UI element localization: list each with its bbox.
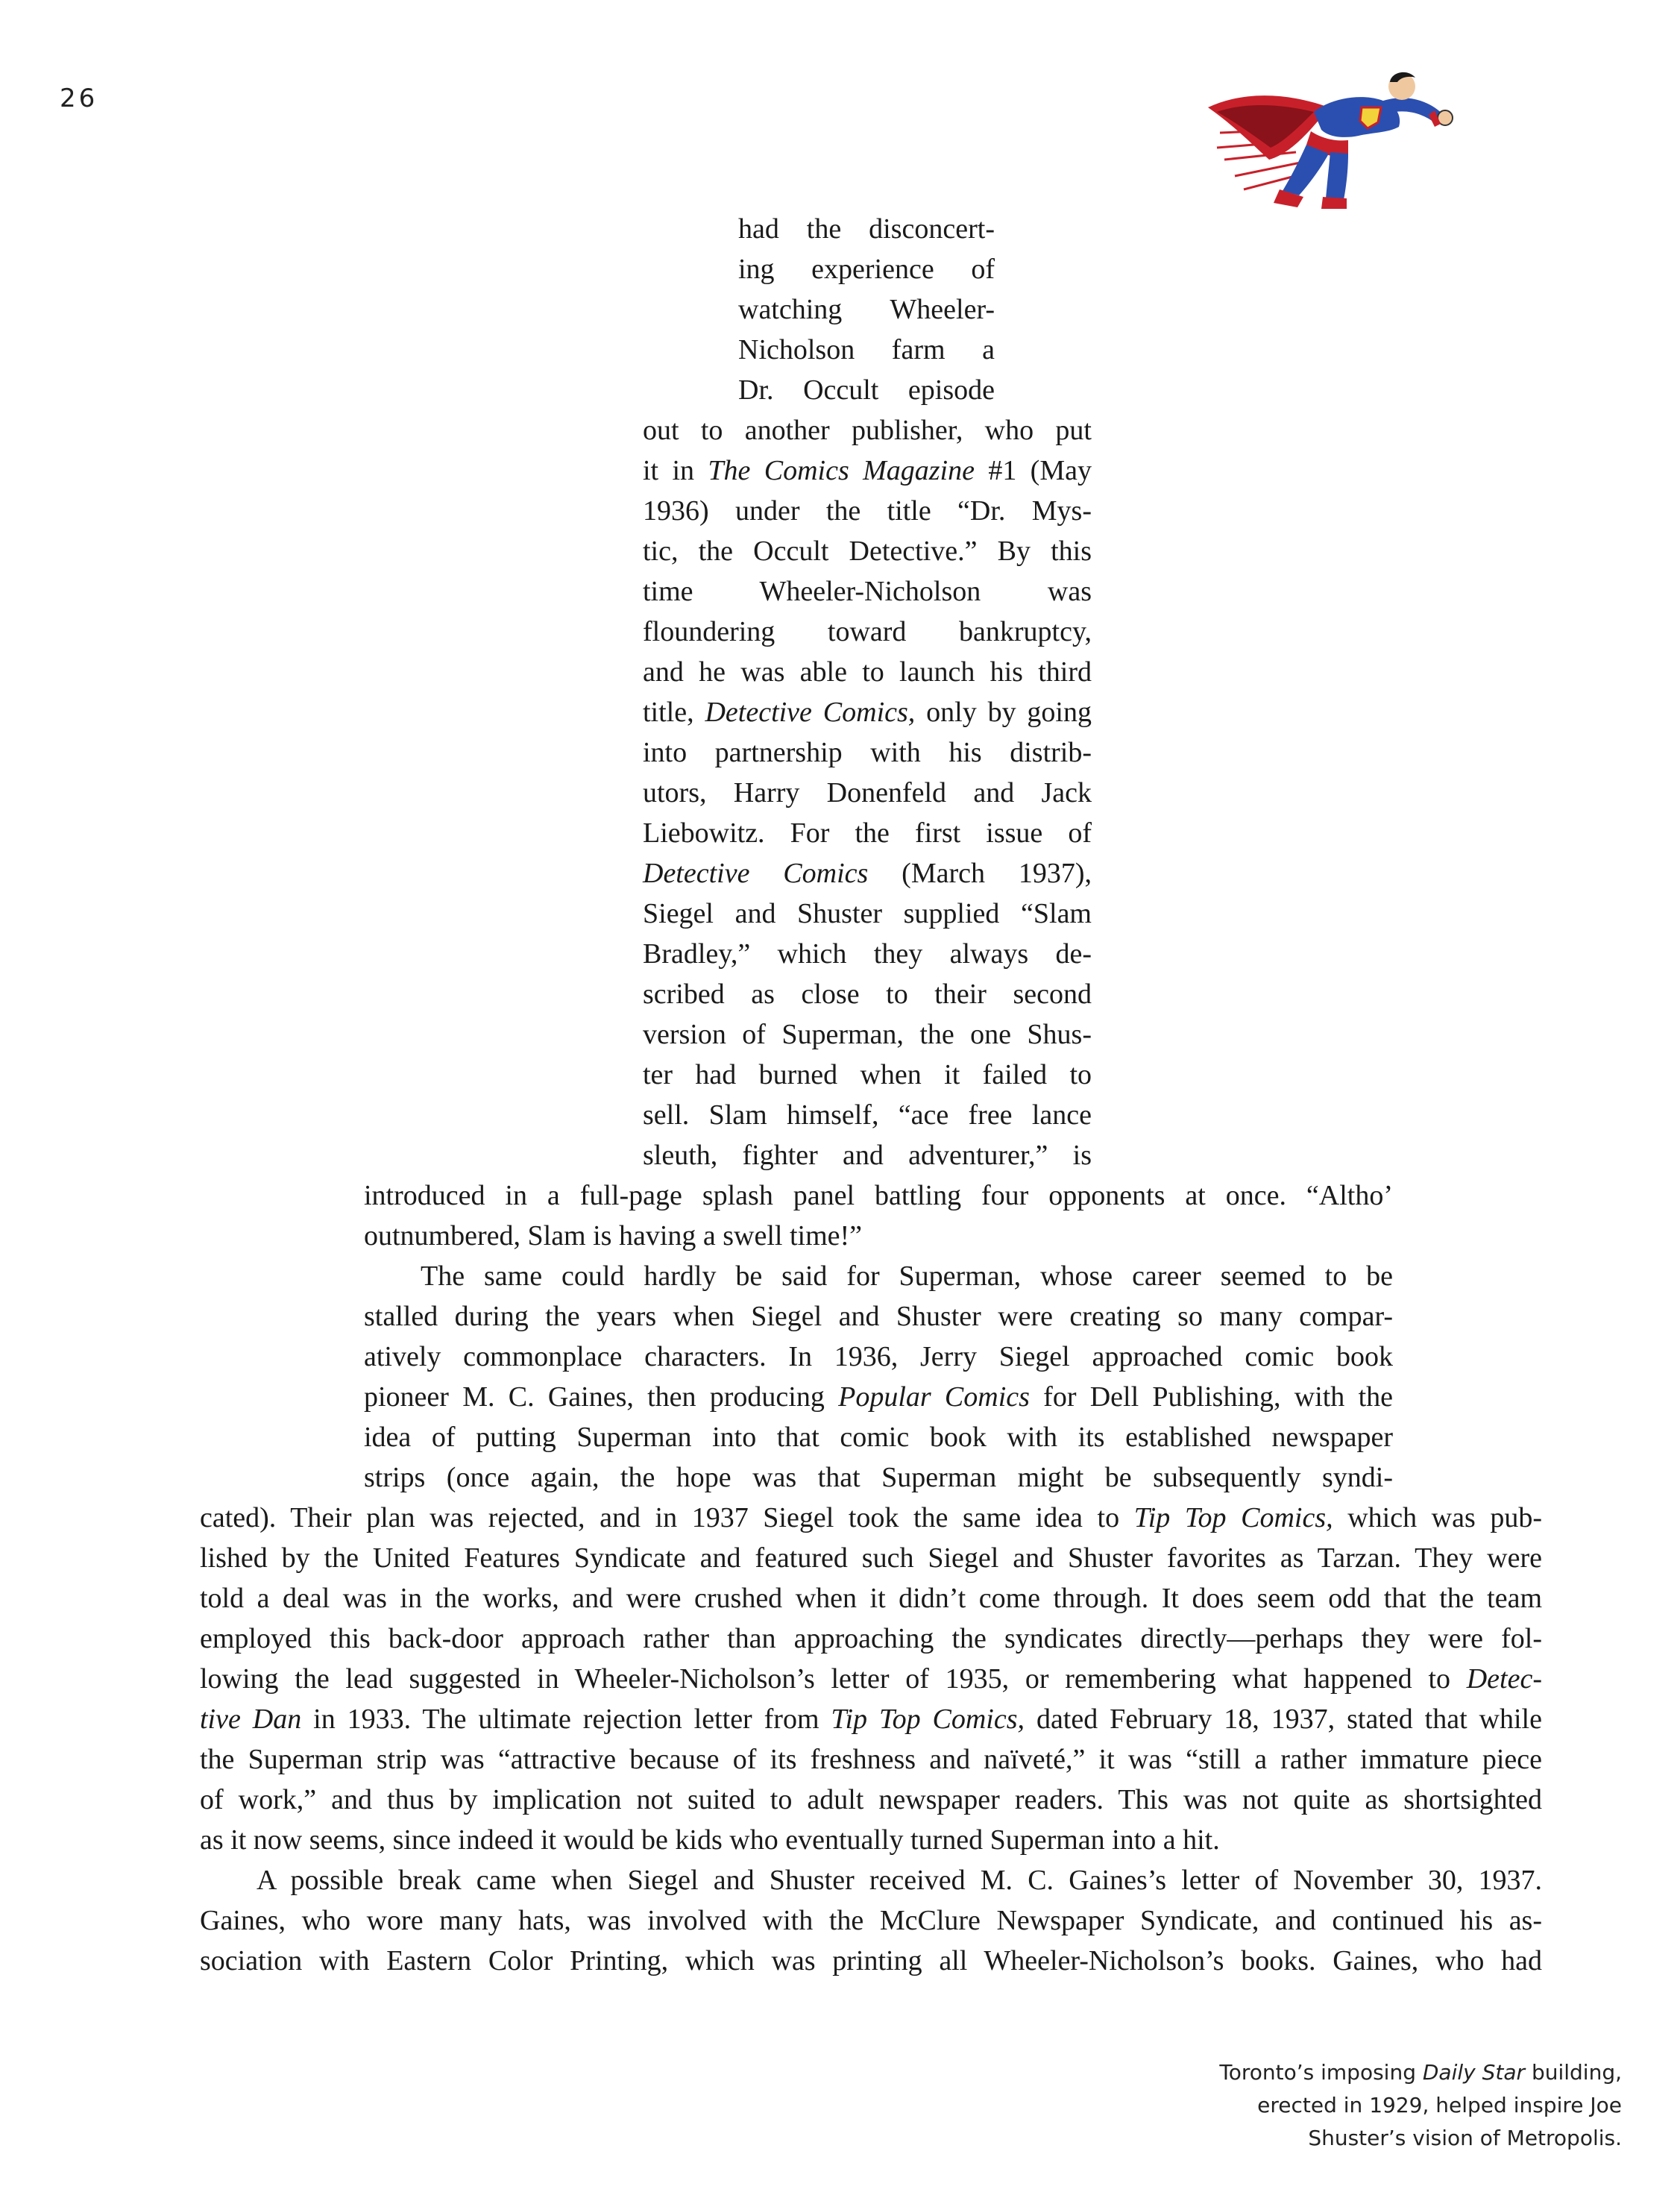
body-line: lished by the United Features Syndicate and featured such Siegel and Shuster favorites as Tarzan. They were — [200, 1542, 1542, 1574]
body-line: scribed as close to their second — [643, 979, 1092, 1010]
body-line: had the disconcert- — [738, 213, 995, 245]
body-line: tive Dan in 1933. The ultimate rejection letter from Tip Top Comics, dated February 18, 1937, stated that while — [200, 1704, 1542, 1735]
body-line: stalled during the years when Siegel and Shuster were creating so many compar- — [364, 1301, 1393, 1332]
caption-line: erected in 1929, helped inspire Joe — [1257, 2093, 1622, 2117]
caption-line: Shuster’s vision of Metropolis. — [1308, 2126, 1622, 2150]
body-line: the Superman strip was “attractive because of its freshness and naïveté,” it was “still a rather immature piece — [200, 1744, 1542, 1775]
italic-title: Detective Comics, — [705, 697, 916, 728]
body-line: Detective Comics (March 1937), — [643, 858, 1092, 889]
body-line: title, Detective Comics, only by going — [643, 697, 1092, 728]
body-line: ing experience of — [738, 254, 995, 285]
page-number: 26 — [60, 84, 98, 113]
body-line: introduced in a full-page splash panel battling four opponents at once. “Altho’ — [364, 1180, 1393, 1211]
body-line: sociation with Eastern Color Printing, which was printing all Wheeler-Nicholson’s books. Gaines, who had — [200, 1945, 1542, 1976]
body-line: strips (once again, the hope was that Superman might be subsequently syndi- — [364, 1462, 1393, 1493]
body-line: Bradley,” which they always de- — [643, 938, 1092, 970]
body-line: The same could hardly be said for Superman, whose career seemed to be — [421, 1260, 1393, 1292]
body-line: Liebowitz. For the first issue of — [643, 817, 1092, 849]
italic-title: tive Dan — [200, 1704, 302, 1735]
body-line: version of Superman, the one Shus- — [643, 1019, 1092, 1050]
body-line: lowing the lead suggested in Wheeler-Nicholson’s letter of 1935, or remembering what happened to Detec- — [200, 1663, 1542, 1695]
italic-title: Detective Comics — [643, 858, 869, 889]
body-line: ter had burned when it failed to — [643, 1059, 1092, 1090]
body-line: tic, the Occult Detective.” By this — [643, 536, 1092, 567]
body-line: pioneer M. C. Gaines, then producing Popular Comics for Dell Publishing, with the — [364, 1381, 1393, 1413]
caption-line: Toronto’s imposing Daily Star building, — [1219, 2060, 1622, 2085]
body-line: and he was able to launch his third — [643, 656, 1092, 688]
body-line: Siegel and Shuster supplied “Slam — [643, 898, 1092, 929]
body-line: told a deal was in the works, and were crushed when it didn’t come through. It does seem odd that the team — [200, 1583, 1542, 1614]
body-line: outnumbered, Slam is having a swell time!” — [364, 1220, 863, 1252]
body-line: idea of putting Superman into that comic book with its established newspaper — [364, 1422, 1393, 1453]
body-line: out to another publisher, who put — [643, 415, 1092, 446]
body-line: A possible break came when Siegel and Shuster received M. C. Gaines’s letter of November 30, 1937. — [257, 1865, 1542, 1896]
body-line: utors, Harry Donenfeld and Jack — [643, 777, 1092, 808]
body-line: Dr. Occult episode — [738, 374, 995, 406]
italic-title: The Comics Magazine — [708, 455, 975, 486]
italic-title: Detec- — [1466, 1663, 1542, 1695]
body-line: employed this back-door approach rather than approaching the syndicates directly—perhaps they were fol- — [200, 1623, 1542, 1654]
body-line: time Wheeler-Nicholson was — [643, 576, 1092, 607]
body-line: it in The Comics Magazine #1 (May — [643, 455, 1092, 486]
italic-title: Popular Comics — [838, 1381, 1030, 1413]
italic-title: Tip Top Comics, — [831, 1704, 1025, 1735]
body-line: Gaines, who wore many hats, was involved with the McClure Newspaper Syndicate, and continued his as- — [200, 1905, 1542, 1936]
body-line: atively commonplace characters. In 1936, Jerry Siegel approached comic book — [364, 1341, 1393, 1372]
italic-title: Tip Top Comics, — [1133, 1502, 1333, 1533]
body-line: watching Wheeler- — [738, 294, 995, 325]
photo-caption — [1160, 2056, 1622, 2155]
body-line: of work,” and thus by implication not suited to adult newspaper readers. This was not quite as shortsighted — [200, 1784, 1542, 1815]
body-line: cated). Their plan was rejected, and in 1937 Siegel took the same idea to Tip Top Comics, which was pub- — [200, 1502, 1543, 1533]
body-line: sleuth, fighter and adventurer,” is — [643, 1140, 1092, 1171]
body-line: as it now seems, since indeed it would be kids who eventually turned Superman into a hit. — [200, 1824, 1220, 1856]
body-line: Nicholson farm a — [738, 334, 995, 365]
flying-superman-illustration — [1202, 64, 1470, 210]
body-line: floundering toward bankruptcy, — [643, 616, 1092, 647]
body-line: 1936) under the title “Dr. Mys- — [643, 495, 1092, 527]
body-line: sell. Slam himself, “ace free lance — [643, 1099, 1092, 1131]
body-line: into partnership with his distrib- — [643, 737, 1092, 768]
